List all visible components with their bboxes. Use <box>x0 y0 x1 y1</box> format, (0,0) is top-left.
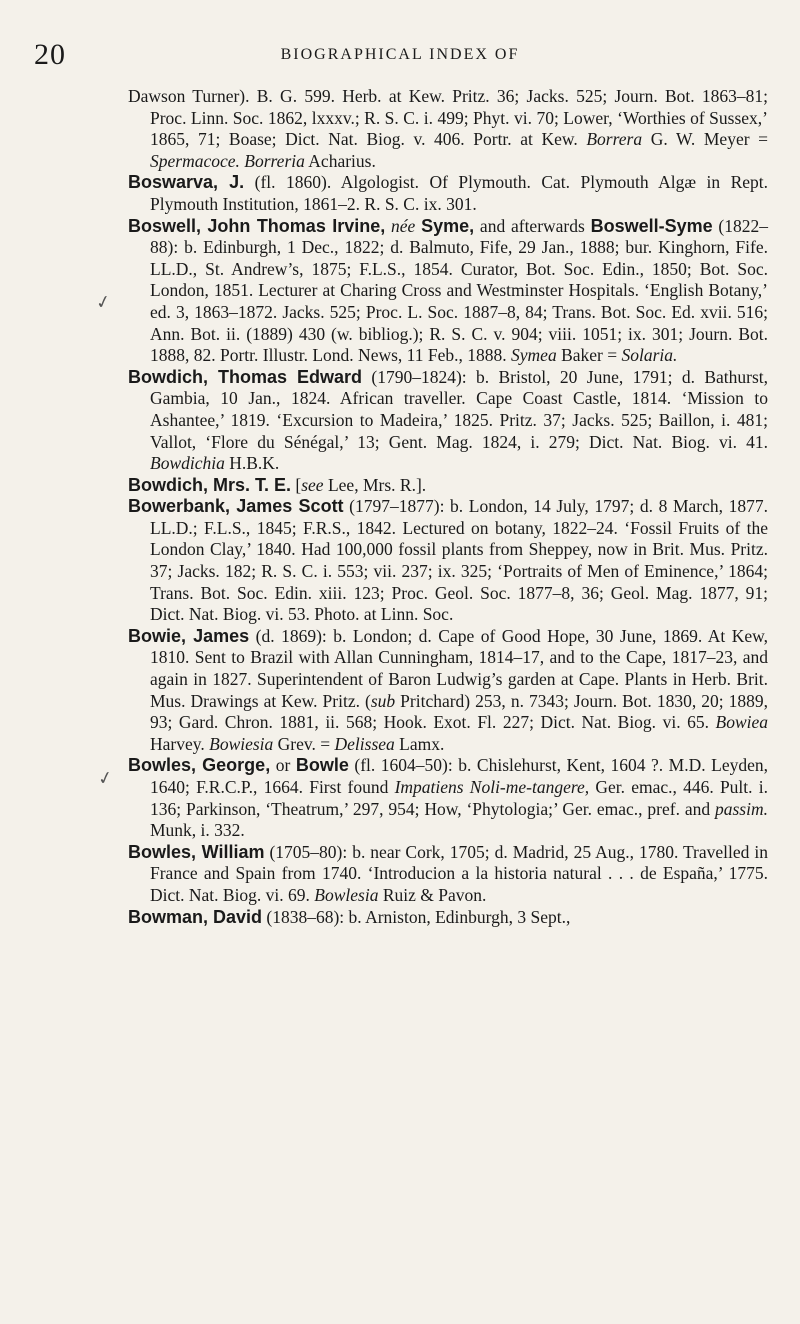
margin-tick-mark: ✓ <box>95 766 116 791</box>
entry-bowerbank: Bowerbank, James Scott (1797–1877): b. London, 14 July, 1797; d. 8 March, 1877. LL.D.; F.L.S., 1845; F.R.S., 1842. Lectured on botany, 1822–24. ‘Fossil Fruits of the London Clay,’ 1840. Had 100,000 fossil plants from Sheppey, now in Brit. Mus. Pritz. 37; Jacks. 182; R. S. C. i. 553; vii. 237; ix. 325; ‘Portraits of Men of Eminence,’ 1864; Trans. Bot. Soc. Edin. xiii. 123; Proc. Geol. Soc. 1877–8, 36; Geol. Mag. 1877, 91; Dict. Nat. Biog. vi. 53. Photo. at Linn. Soc. <box>128 496 768 625</box>
entry-name: Boswell, John Thomas Irvine, <box>128 215 386 236</box>
entry-bowdich-thomas: Bowdich, Thomas Edward (1790–1824): b. Bristol, 20 June, 1791; d. Bathurst, Gambia, 10 Jan., 1824. African traveller. Cape Coast Castle, 1814. ‘Mission to Ashantee,’ 1819. ‘Excursion to Madeira,’ 1825. Pritz. 37; Jacks. 525; Baillon, i. 481; Vallot, ‘Flore du Sénégal,’ 13; Gent. Mag. 1824, i. 279; Dict. Nat. Biog. vi. 41. Bowdichia H.B.K. <box>128 366 768 474</box>
entry-bowman: Bowman, David (1838–68): b. Arniston, Edinburgh, 3 Sept., <box>128 906 571 927</box>
entry-name: Bowman, David <box>128 906 263 927</box>
margin-tick-mark: ✓ <box>93 290 114 315</box>
entry-name: Bowdich, Thomas Edward <box>128 366 363 387</box>
entry-boswell: Boswell, John Thomas Irvine, née Syme, and afterwards Boswell-Syme (1822–88): b. Edinburgh, 1 Dec., 1822; d. Balmuto, Fife, 29 Jan., 1888; bur. Kinghorn, Fife. LL.D., St. Andrew’s, 1875; F.L.S., 1854. Curator, Bot. Soc. Edin., 1850; Bot. Soc. London, 1851. Lecturer at Charing Cross and Westminster Hospitals. ‘English Botany,’ ed. 3, 1863–1872. Jacks. 525; Proc. L. Soc. 1887–8, 84; Trans. Bot. Soc. Ed. xvii. 516; Ann. Bot. ii. (1889) 430 (w. bibliog.); R. S. C. v. 904; viii. 1051; ix. 301; Journ. Bot. 1888, 82. Portr. Illustr. Lond. News, 11 Feb., 1888. Symea Baker = Solaria. <box>128 215 768 366</box>
page-number: 20 <box>34 38 66 71</box>
entry-boswarva: Boswarva, J. (fl. 1860). Algologist. Of Plymouth. Cat. Plymouth Algæ in Rept. Plymouth Institution, 1861–2. R. S. C. ix. 301. <box>128 172 768 214</box>
entry-bowles-george: Bowles, George, or Bowle (fl. 1604–50): b. Chislehurst, Kent, 1604 ?. M.D. Leyden, 1640; F.R.C.P., 1664. First found Impatiens Noli-me-tangere, Ger. emac., 446. Pult. i. 136; Parkinson, ‘Theatrum,’ 297, 954; How, ‘Phytologia;’ Ger. emac., pref. and passim. Munk, i. 332. <box>128 755 769 841</box>
entry-name: Bowles, William <box>128 841 265 862</box>
running-header: BIOGRAPHICAL INDEX OF <box>280 46 520 63</box>
entry-bowie: Bowie, James (d. 1869): b. London; d. Cape of Good Hope, 30 June, 1869. At Kew, 1810. Sent to Brazil with Allan Cunningham, 1814–17, and to the Cape, 1817–23, and again in 1827. Superintendent of Baron Ludwig’s garden at Cape. Plants in Herb. Brit. Mus. Drawings at Kew. Pritz. (sub Pritchard) 253, n. 7343; Journ. Bot. 1830, 20; 1889, 93; Gard. Chron. 1881, ii. 568; Hook. Exot. Fl. 227; Dict. Nat. Biog. vi. 65. Bowiea Harvey. Bowiesia Grev. = Delissea Lamx. <box>128 625 768 754</box>
entry-name: Bowerbank, James Scott <box>128 496 344 517</box>
entry-bowdich-mrs: Bowdich, Mrs. T. E. [see Lee, Mrs. R.]. <box>128 474 427 495</box>
entry-name: Bowles, George, <box>128 755 271 776</box>
index-entries <box>128 86 768 928</box>
entry-continuation: Dawson Turner). B. G. 599. Herb. at Kew. Pritz. 36; Jacks. 525; Journ. Bot. 1863–81; Proc. Linn. Soc. 1862, lxxxv.; R. S. C. i. 499; Phyt. vi. 70; Lower, ‘Worthies of Sussex,’ 1865, 71; Boase; Dict. Nat. Biog. v. 406. Portr. at Kew. Borrera G. W. Meyer = Spermacoce. Borreria Acharius. <box>128 86 768 171</box>
entry-name: Bowdich, Mrs. T. E. <box>128 474 292 495</box>
entry-bowles-william: Bowles, William (1705–80): b. near Cork, 1705; d. Madrid, 25 Aug., 1780. Travelled in France and Spain from 1740. ‘Introducion a la historia natural . . . de España,’ 1775. Dict. Nat. Biog. vi. 69. Bowlesia Ruiz & Pavon. <box>128 841 769 905</box>
entry-name: Bowie, James <box>128 625 250 646</box>
entry-name: Boswarva, J. <box>128 172 245 193</box>
